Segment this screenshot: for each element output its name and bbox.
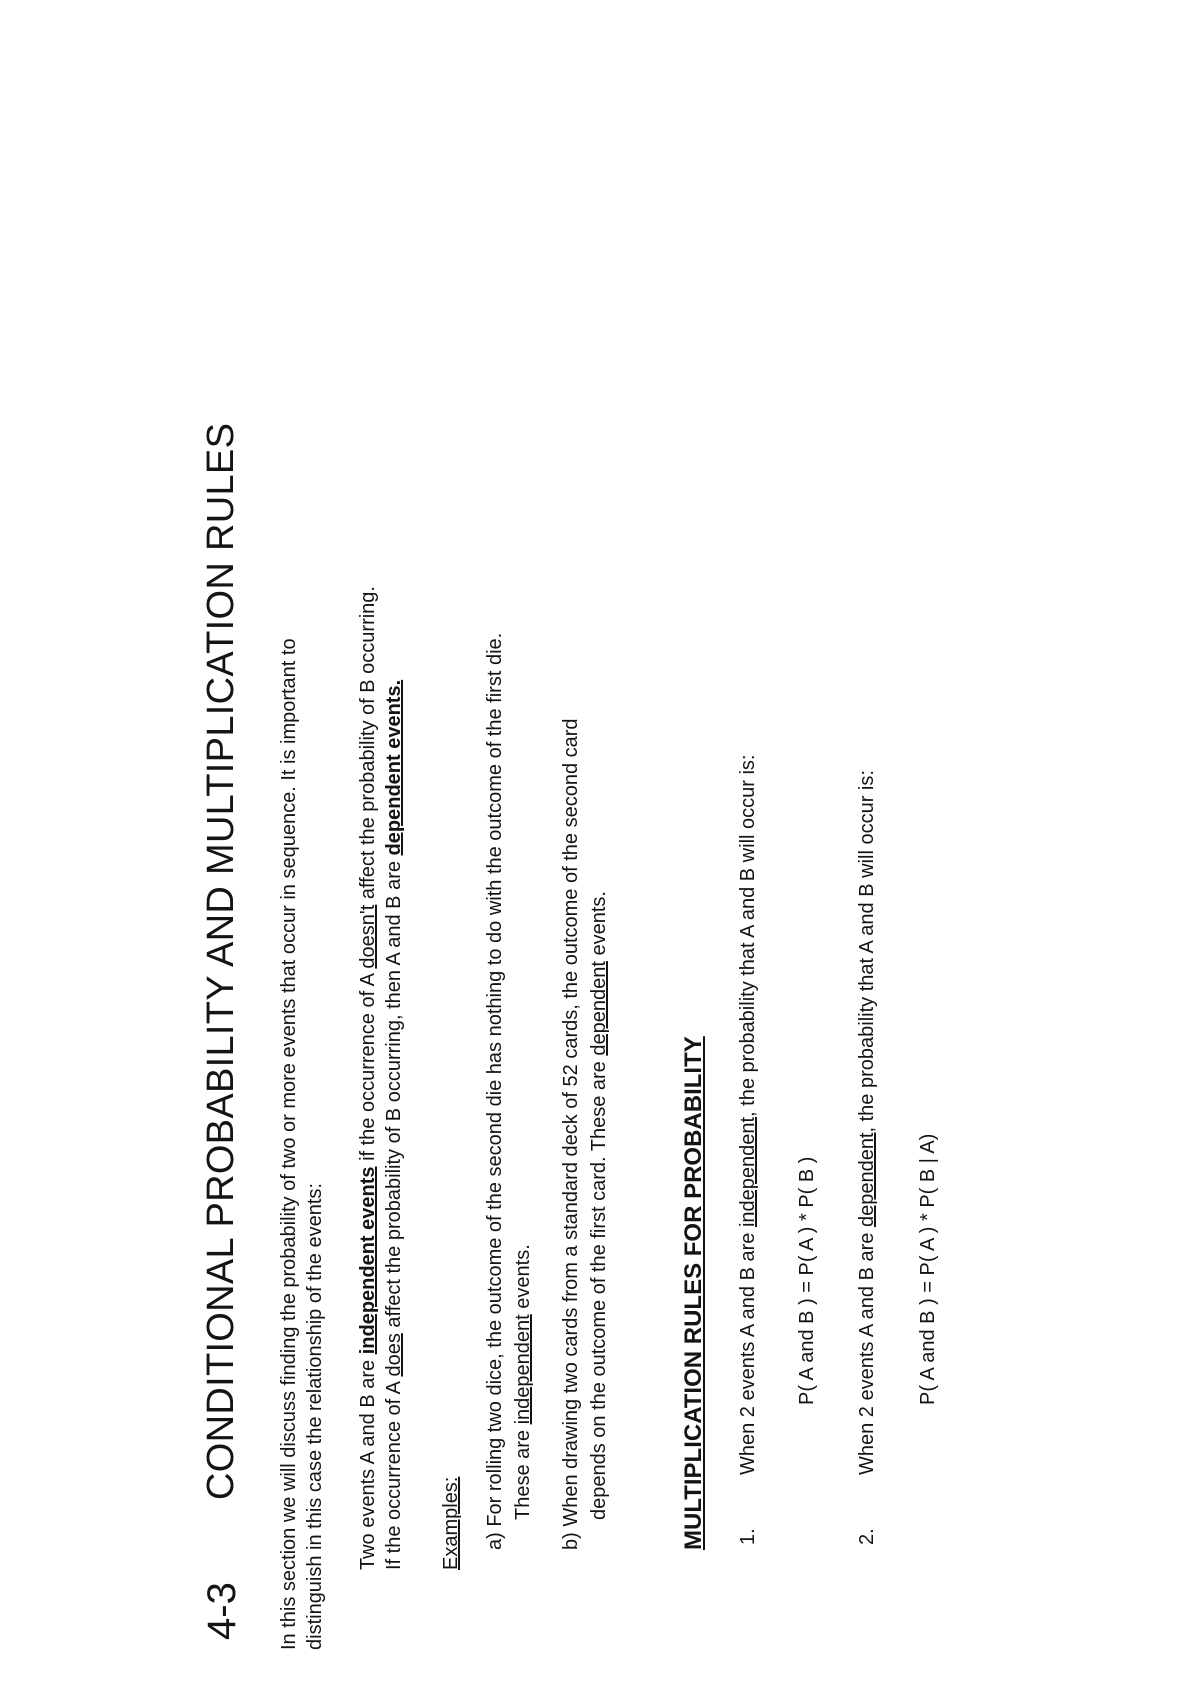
definition-line-1 bbox=[355, 586, 381, 1570]
rule-text: , the probability that A and B will occur is: bbox=[737, 754, 759, 1117]
emphasis-doesnt: doesn't bbox=[357, 904, 379, 969]
rule-1-text bbox=[735, 755, 761, 1475]
emphasis-does: does bbox=[383, 1333, 405, 1377]
term-dependent-events: dependent events. bbox=[383, 679, 405, 856]
examples-heading: Examples: bbox=[440, 1476, 462, 1570]
definition-text: affect the probability of B occurring, then A and B are bbox=[383, 855, 405, 1334]
page-title: CONDITIONAL PROBABILITY AND MULTIPLICATION RULES bbox=[200, 422, 242, 1500]
example-text: depends on the outcome of the first card. These are bbox=[588, 1055, 610, 1520]
rule-term-independent: independent bbox=[737, 1116, 759, 1228]
rotated-document-page bbox=[200, 300, 1190, 1700]
rule-1-formula: P( A and B ) = P( A ) * P( B ) bbox=[796, 1156, 818, 1405]
example-text: events. bbox=[512, 1244, 534, 1315]
multiplication-rules-heading: MULTIPLICATION RULES FOR PROBABILITY bbox=[680, 1036, 707, 1550]
definition-text: if the occurrence of A bbox=[357, 968, 379, 1167]
rule-text: When 2 events A and B are bbox=[856, 1227, 878, 1475]
example-text: events. bbox=[588, 891, 610, 962]
intro-line-1: In this section we will discuss finding the probability of two or more events that occur in sequence. It is important to bbox=[278, 638, 300, 1650]
definition-line-2 bbox=[381, 586, 407, 1570]
example-term-independent: independent bbox=[512, 1314, 534, 1425]
definition-text: affect the probability of B occurring. bbox=[357, 586, 379, 905]
definition-text: If the occurrence of A bbox=[383, 1376, 405, 1570]
section-number: 4-3 bbox=[200, 1582, 244, 1640]
definition-text: Two events A and B are bbox=[357, 1354, 379, 1570]
rule-2-text bbox=[854, 770, 880, 1475]
rule-text: , the probability that A and B will occur is: bbox=[856, 770, 878, 1133]
rule-2-number: 2. bbox=[856, 1528, 878, 1545]
term-independent-events: independent events bbox=[357, 1166, 379, 1355]
intro-paragraph bbox=[276, 638, 328, 1650]
rule-2-formula: P( A and B ) = P( A ) * P( B | A) bbox=[917, 1133, 939, 1405]
example-b-line-1: b) When drawing two cards from a standard deck of 52 cards, the outcome of the second card bbox=[560, 718, 582, 1550]
example-a-line-1: a) For rolling two dice, the outcome of the second die has nothing to do with the outcome of the first die. bbox=[484, 632, 506, 1550]
example-b-line-2 bbox=[586, 891, 612, 1520]
example-a-line-2 bbox=[510, 1244, 536, 1520]
rule-1-number: 1. bbox=[737, 1528, 759, 1545]
rule-text: When 2 events A and B are bbox=[737, 1227, 759, 1475]
example-term-dependent: dependent bbox=[588, 961, 610, 1056]
example-text: These are bbox=[512, 1424, 534, 1520]
definition-paragraph bbox=[355, 586, 407, 1570]
rule-term-dependent: dependent bbox=[856, 1132, 878, 1228]
intro-line-2: distinguish in this case the relationship of the events: bbox=[304, 1183, 326, 1650]
